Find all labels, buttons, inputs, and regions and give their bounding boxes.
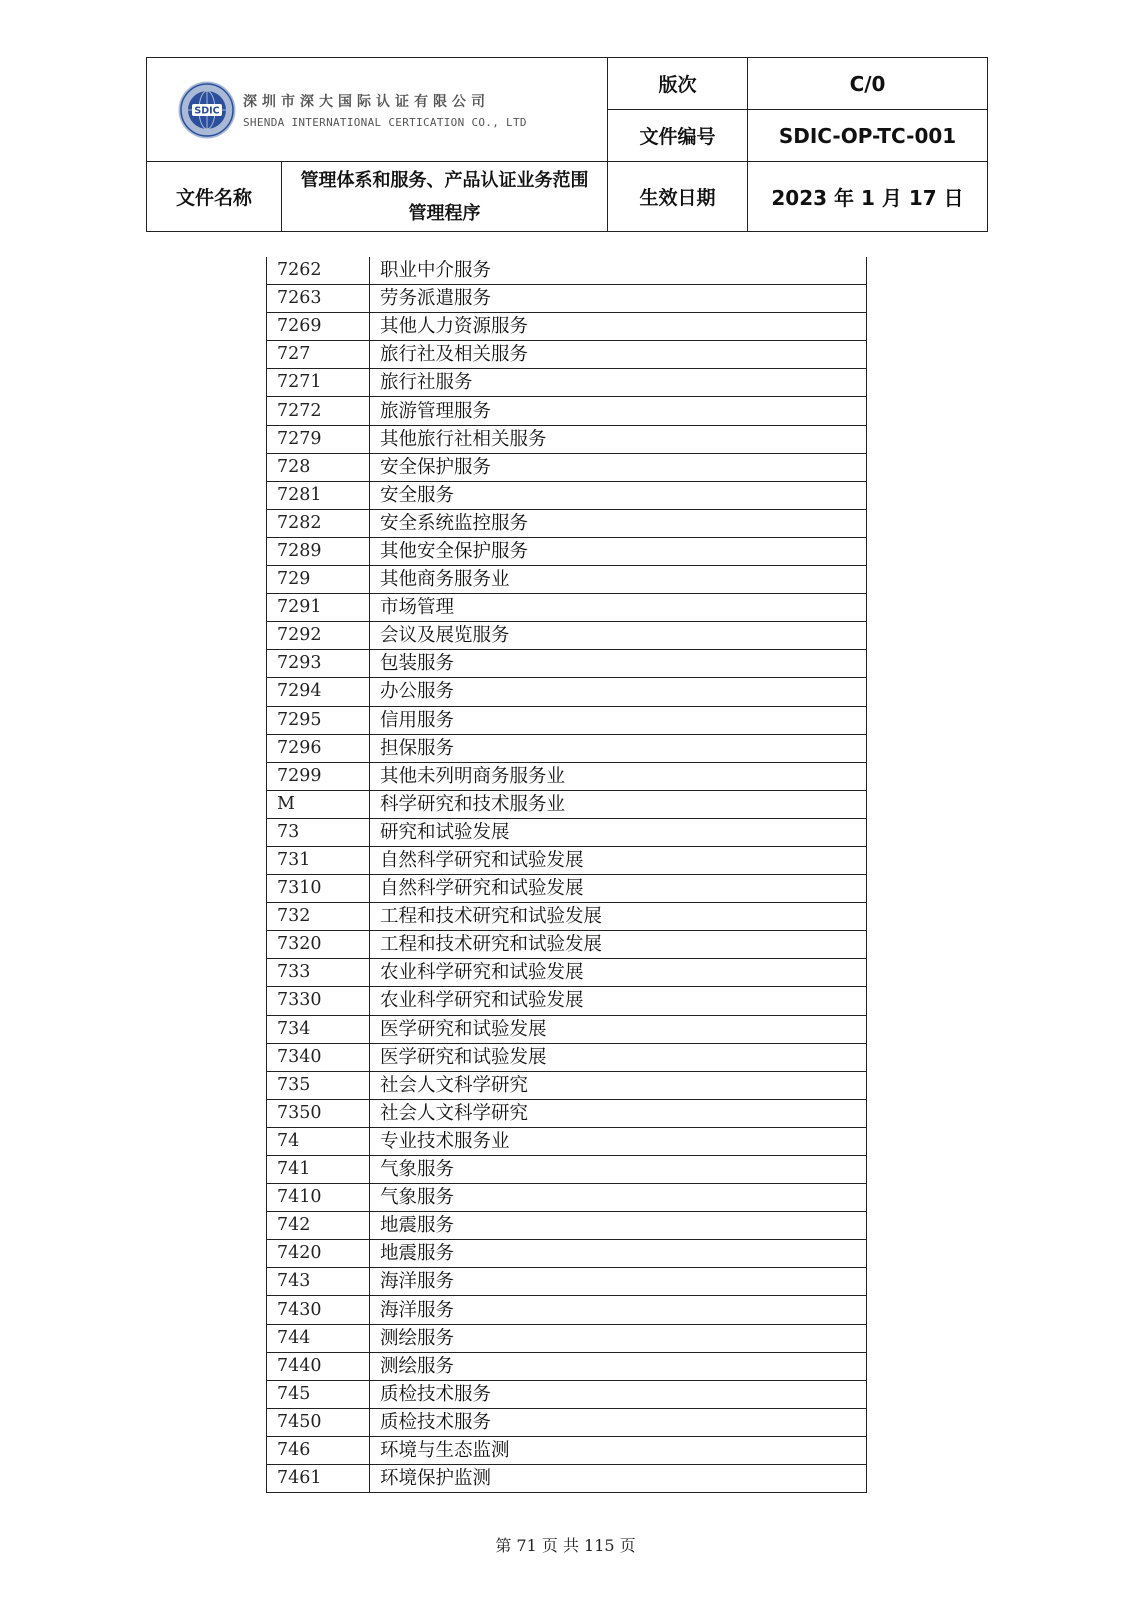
table-row bbox=[267, 1380, 867, 1408]
doc-name-value: 管理体系和服务、产品认证业务范围管理程序 bbox=[282, 162, 608, 232]
industry-code: 746 bbox=[267, 1436, 370, 1464]
industry-code: 729 bbox=[267, 566, 370, 594]
table-row bbox=[267, 1127, 867, 1155]
table-row bbox=[267, 1240, 867, 1268]
industry-code: 7291 bbox=[267, 594, 370, 622]
doc-name-label: 文件名称 bbox=[147, 162, 282, 232]
industry-name: 办公服务 bbox=[370, 678, 867, 706]
table-row bbox=[267, 987, 867, 1015]
industry-name: 社会人文科学研究 bbox=[370, 1099, 867, 1127]
industry-name: 质检技术服务 bbox=[370, 1380, 867, 1408]
effective-date-value: 2023 年 1 月 17 日 bbox=[748, 162, 988, 232]
table-row bbox=[267, 1156, 867, 1184]
table-row bbox=[267, 1436, 867, 1464]
table-row bbox=[267, 903, 867, 931]
table-row bbox=[267, 453, 867, 481]
industry-name: 环境与生态监测 bbox=[370, 1436, 867, 1464]
table-row bbox=[267, 397, 867, 425]
industry-name: 包装服务 bbox=[370, 650, 867, 678]
table-row bbox=[267, 846, 867, 874]
version-label: 版次 bbox=[608, 58, 748, 110]
table-row bbox=[267, 257, 867, 285]
industry-code: 743 bbox=[267, 1268, 370, 1296]
industry-code: 7271 bbox=[267, 369, 370, 397]
table-row bbox=[267, 425, 867, 453]
industry-name: 海洋服务 bbox=[370, 1296, 867, 1324]
company-logo bbox=[177, 80, 607, 140]
industry-code: 732 bbox=[267, 903, 370, 931]
industry-code: 7295 bbox=[267, 706, 370, 734]
industry-name: 信用服务 bbox=[370, 706, 867, 734]
industry-code: 7461 bbox=[267, 1465, 370, 1493]
industry-code: 7292 bbox=[267, 622, 370, 650]
seal-text: SDIC bbox=[194, 105, 220, 116]
industry-code: 7420 bbox=[267, 1240, 370, 1268]
page-number: 第 71 页 共 115 页 bbox=[495, 1536, 636, 1555]
industry-name: 工程和技术研究和试验发展 bbox=[370, 903, 867, 931]
industry-code: 733 bbox=[267, 959, 370, 987]
industry-name: 其他人力资源服务 bbox=[370, 313, 867, 341]
table-row bbox=[267, 1015, 867, 1043]
industry-code: 7440 bbox=[267, 1352, 370, 1380]
industry-name: 劳务派遣服务 bbox=[370, 285, 867, 313]
industry-code: 7269 bbox=[267, 313, 370, 341]
industry-name: 安全系统监控服务 bbox=[370, 509, 867, 537]
industry-name: 安全保护服务 bbox=[370, 453, 867, 481]
industry-name: 市场管理 bbox=[370, 594, 867, 622]
industry-code: 7262 bbox=[267, 257, 370, 285]
industry-code: 741 bbox=[267, 1156, 370, 1184]
industry-code: 7410 bbox=[267, 1184, 370, 1212]
industry-name: 其他旅行社相关服务 bbox=[370, 425, 867, 453]
industry-code: 73 bbox=[267, 818, 370, 846]
table-row bbox=[267, 481, 867, 509]
table-row bbox=[267, 1465, 867, 1493]
table-row bbox=[267, 678, 867, 706]
industry-name: 职业中介服务 bbox=[370, 257, 867, 285]
table-row bbox=[267, 1043, 867, 1071]
industry-name: 自然科学研究和试验发展 bbox=[370, 846, 867, 874]
table-row bbox=[267, 537, 867, 565]
table-row bbox=[267, 369, 867, 397]
table-row bbox=[267, 1296, 867, 1324]
industry-name: 自然科学研究和试验发展 bbox=[370, 875, 867, 903]
table-row bbox=[267, 313, 867, 341]
table-row bbox=[267, 1184, 867, 1212]
industry-name: 其他安全保护服务 bbox=[370, 537, 867, 565]
industry-code: 735 bbox=[267, 1071, 370, 1099]
table-row bbox=[267, 650, 867, 678]
industry-name: 环境保护监测 bbox=[370, 1465, 867, 1493]
industry-code: 7340 bbox=[267, 1043, 370, 1071]
industry-code: 7450 bbox=[267, 1408, 370, 1436]
table-row bbox=[267, 734, 867, 762]
table-row bbox=[267, 594, 867, 622]
industry-name: 农业科学研究和试验发展 bbox=[370, 987, 867, 1015]
industry-name: 旅游管理服务 bbox=[370, 397, 867, 425]
table-row bbox=[267, 762, 867, 790]
industry-code: M bbox=[267, 790, 370, 818]
industry-code: 744 bbox=[267, 1324, 370, 1352]
table-row bbox=[267, 622, 867, 650]
industry-name: 安全服务 bbox=[370, 481, 867, 509]
industry-code: 7296 bbox=[267, 734, 370, 762]
industry-name: 气象服务 bbox=[370, 1184, 867, 1212]
industry-code: 7310 bbox=[267, 875, 370, 903]
sdic-seal-icon bbox=[177, 80, 237, 140]
industry-name: 研究和试验发展 bbox=[370, 818, 867, 846]
industry-code: 731 bbox=[267, 846, 370, 874]
industry-code: 727 bbox=[267, 341, 370, 369]
industry-code: 728 bbox=[267, 453, 370, 481]
industry-code: 7350 bbox=[267, 1099, 370, 1127]
industry-name: 测绘服务 bbox=[370, 1324, 867, 1352]
table-row bbox=[267, 875, 867, 903]
table-row bbox=[267, 706, 867, 734]
table-row bbox=[267, 1268, 867, 1296]
industry-name: 社会人文科学研究 bbox=[370, 1071, 867, 1099]
version-value: C/0 bbox=[748, 58, 988, 110]
table-row bbox=[267, 931, 867, 959]
industry-name: 其他未列明商务服务业 bbox=[370, 762, 867, 790]
industry-name: 其他商务服务业 bbox=[370, 566, 867, 594]
industry-code: 7272 bbox=[267, 397, 370, 425]
table-row bbox=[267, 1352, 867, 1380]
table-row bbox=[267, 818, 867, 846]
table-row bbox=[267, 1324, 867, 1352]
table-row bbox=[267, 1408, 867, 1436]
table-row bbox=[267, 341, 867, 369]
industry-code: 745 bbox=[267, 1380, 370, 1408]
table-row bbox=[267, 1071, 867, 1099]
industry-name: 海洋服务 bbox=[370, 1268, 867, 1296]
table-row bbox=[267, 509, 867, 537]
industry-name: 地震服务 bbox=[370, 1212, 867, 1240]
table-row bbox=[267, 959, 867, 987]
company-logo-cell bbox=[147, 58, 608, 162]
industry-name: 医学研究和试验发展 bbox=[370, 1043, 867, 1071]
industry-code: 7330 bbox=[267, 987, 370, 1015]
table-row bbox=[267, 1212, 867, 1240]
industry-name: 会议及展览服务 bbox=[370, 622, 867, 650]
table-row bbox=[267, 285, 867, 313]
industry-name: 地震服务 bbox=[370, 1240, 867, 1268]
industry-name: 旅行社服务 bbox=[370, 369, 867, 397]
industry-code: 7281 bbox=[267, 481, 370, 509]
company-name-en: SHENDA INTERNATIONAL CERTICATION CO., LTD bbox=[243, 115, 527, 129]
industry-code: 7294 bbox=[267, 678, 370, 706]
industry-name: 农业科学研究和试验发展 bbox=[370, 959, 867, 987]
industry-code: 74 bbox=[267, 1127, 370, 1155]
effective-date-label: 生效日期 bbox=[608, 162, 748, 232]
industry-name: 医学研究和试验发展 bbox=[370, 1015, 867, 1043]
company-name-cn: 深圳市深大国际认证有限公司 bbox=[243, 93, 490, 110]
industry-name: 专业技术服务业 bbox=[370, 1127, 867, 1155]
document-header bbox=[146, 57, 988, 232]
industry-code: 742 bbox=[267, 1212, 370, 1240]
industry-code: 7279 bbox=[267, 425, 370, 453]
industry-code: 7289 bbox=[267, 537, 370, 565]
table-row bbox=[267, 566, 867, 594]
industry-code: 7299 bbox=[267, 762, 370, 790]
industry-code: 7320 bbox=[267, 931, 370, 959]
doc-number-label: 文件编号 bbox=[608, 110, 748, 162]
industry-name: 气象服务 bbox=[370, 1156, 867, 1184]
industry-code: 7282 bbox=[267, 509, 370, 537]
industry-name: 质检技术服务 bbox=[370, 1408, 867, 1436]
industry-name: 科学研究和技术服务业 bbox=[370, 790, 867, 818]
industry-name: 工程和技术研究和试验发展 bbox=[370, 931, 867, 959]
industry-name: 测绘服务 bbox=[370, 1352, 867, 1380]
industry-name: 担保服务 bbox=[370, 734, 867, 762]
industry-code: 7430 bbox=[267, 1296, 370, 1324]
table-row bbox=[267, 1099, 867, 1127]
table-row bbox=[267, 790, 867, 818]
industry-code: 734 bbox=[267, 1015, 370, 1043]
industry-code: 7293 bbox=[267, 650, 370, 678]
industry-code: 7263 bbox=[267, 285, 370, 313]
doc-number-value: SDIC-OP-TC-001 bbox=[748, 110, 988, 162]
industry-code-table bbox=[266, 257, 867, 1493]
industry-name: 旅行社及相关服务 bbox=[370, 341, 867, 369]
